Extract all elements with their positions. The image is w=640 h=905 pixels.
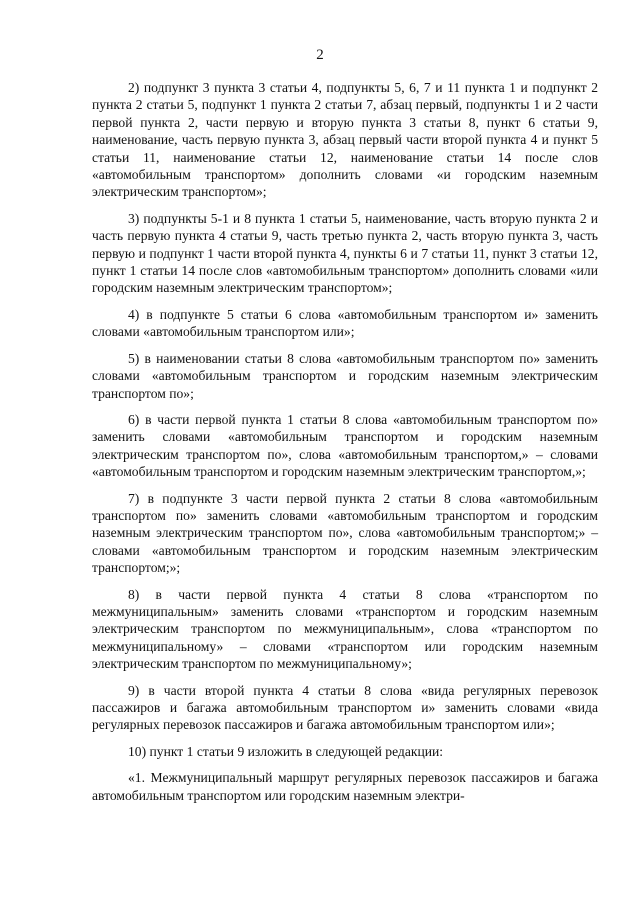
document-body [92,79,598,813]
paragraph-6: 6) в части первой пункта 1 статьи 8 слова «автомобильным транспортом по» заменить словами «автомобильным транспортом и городским наземным электрическим транспортом по», слова «автомобильным транспортом,» – словами «автомобильным транспортом и городским наземным электрическим транспортом,»; [92,411,598,480]
paragraph-quote: «1. Межмуниципальный маршрут регулярных перевозок пассажиров и багажа автомобильным транспортом или городским наземным электри- [92,770,598,803]
paragraph-2: 2) подпункт 3 пункта 3 статьи 4, подпункты 5, 6, 7 и 11 пункта 1 и подпункт 2 пункта 2 статьи 5, подпункт 1 пункта 2 статьи 7, абзац первый, подпункты 1 и 2 части первой пункта 2, части первую и вторую пункта 3 статьи 8, пункт 6 статьи 9, наименование, часть первую пункта 3, абзац первый части второй пункта 4 и пункт 5 статьи 11, наименование статьи 12, наименование статьи 14 после слов «автомобильным транспортом» дополнить словами «и городским наземным электрическим транспортом»; [92,80,598,200]
paragraph-3: 3) подпункты 5-1 и 8 пункта 1 статьи 5, наименование, часть вторую пункта 2 и часть первую пункта 4 статьи 9, часть третью пункта 2, часть вторую пункта 3, часть первую и подпункт 1 части второй пункта 4, пункты 6 и 7 статьи 11, пункт 3 статьи 12, пункт 1 статьи 14 после слов «автомобильным транспортом» дополнить словами «или городским наземным электрическим транспортом»; [92,210,598,296]
paragraph-9: 9) в части второй пункта 4 статьи 8 слова «вида регулярных перевозок пассажиров и багажа автомобильным транспортом и» заменить словами «вида регулярных перевозок пассажиров и багажа автомобильным транспортом или»; [92,682,598,733]
paragraph-7: 7) в подпункте 3 части первой пункта 2 статьи 8 слова «автомобильным транспортом по» заменить словами «автомобильным транспортом и городским наземным электрическим транспортом по», слова «автомобильным транспортом;» – словами «автомобильным транспортом и городским наземным электрическим транспортом;»; [92,490,598,576]
paragraph-10: 10) пункт 1 статьи 9 изложить в следующей редакции: [128,743,444,759]
paragraph-8: 8) в части первой пункта 4 статьи 8 слова «транспортом по межмуниципальным» заменить словами «транспортом и городским наземным электрическим транспортом по межмуниципальным», слова «транспортом по межмуниципальному» – словами «транспортом или городским наземным электрическим транспортом по межмуниципальному»; [92,586,598,672]
paragraph-5: 5) в наименовании статьи 8 слова «автомобильным транспортом по» заменить словами «автомобильным транспортом и городским наземным электрическим транспортом по»; [92,350,598,401]
page-number: 2 [316,47,324,63]
paragraph-4: 4) в подпункте 5 статьи 6 слова «автомобильным транспортом и» заменить словами «автомобильным транспортом или»; [92,306,598,340]
